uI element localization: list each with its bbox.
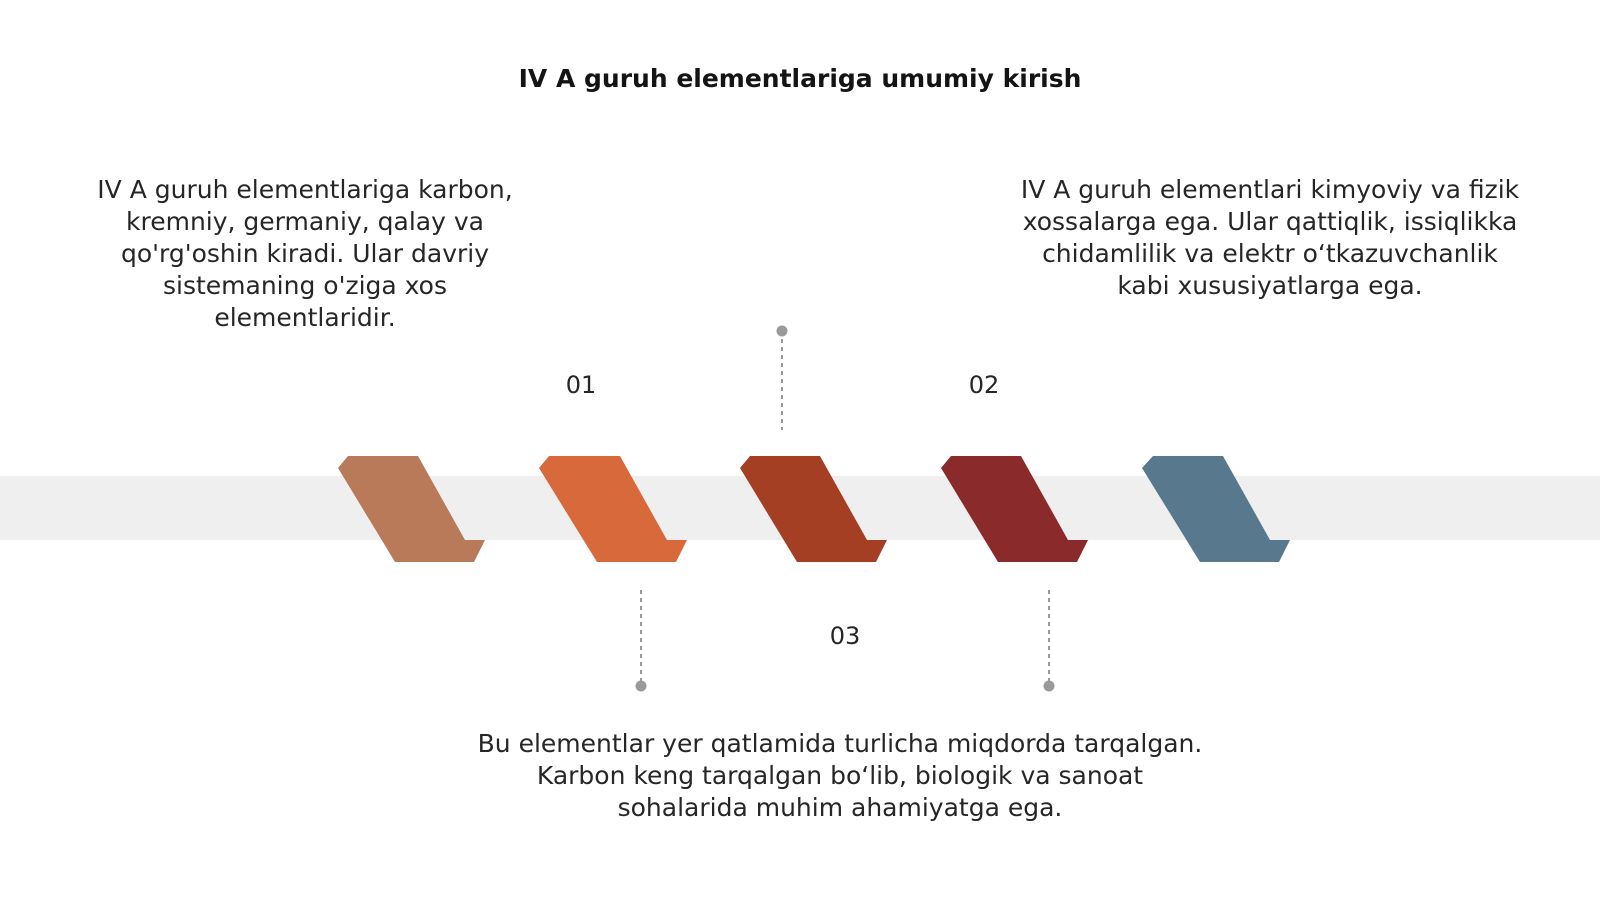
connector-bottom-right [1044,590,1055,692]
step-2-text: IV A guruh elementlari kimyoviy va fizik xossalarga ega. Ular qattiqlik, issiqlikka chidamlilik va elektr o‘tkazuvchanlik kabi xususiyatlarga ega. [1020,175,1520,300]
ribbon-1 [338,456,485,562]
step-1-number: 01 [565,371,597,399]
connector-bottom-left [636,590,647,692]
step-3-text: Bu elementlar yer qatlamida turlicha miqdorda tarqalgan. Karbon keng tarqalgan bo‘lib, biologik va sanoat sohalarida muhim ahamiyatga ega. [477,729,1203,822]
slide-title: IV A guruh elementlariga umumiy kirish [518,64,1082,93]
connector-top [777,326,788,431]
step-3-number: 03 [829,622,861,650]
ribbon-4 [941,456,1088,562]
ribbon-3 [740,456,887,562]
ribbon-5 [1142,456,1290,562]
step-2-number: 02 [968,371,1000,399]
step-1-text: IV A guruh elementlariga karbon, kremniy, germaniy, qalay va qo'rg'oshin kiradi. Ular davriy sistemaning o'ziga xos elementlaridir. [97,175,513,332]
ribbon-2 [539,456,687,562]
